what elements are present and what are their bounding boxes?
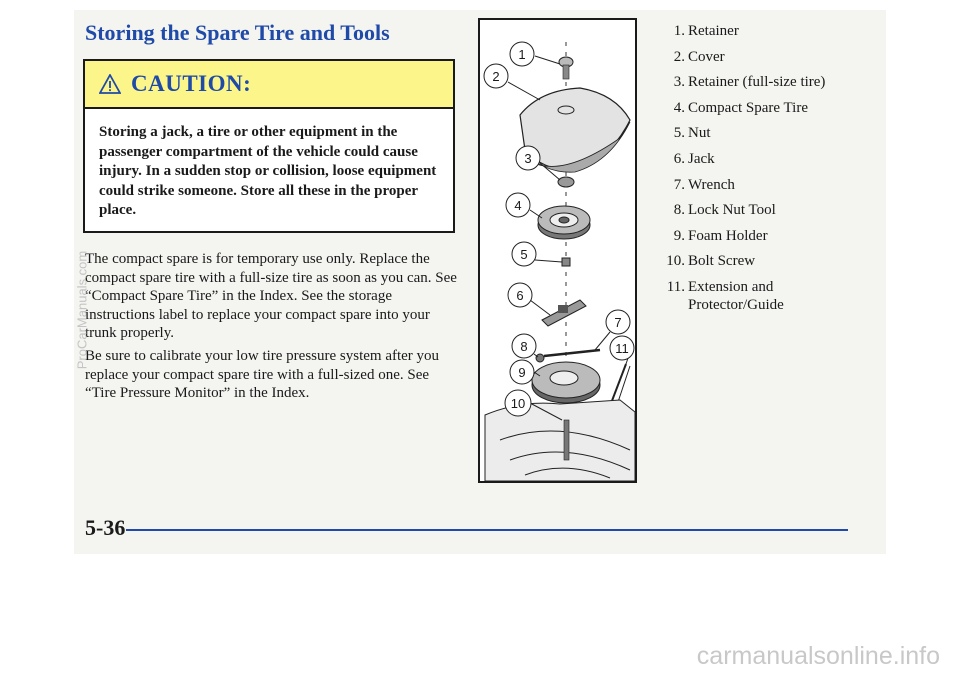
side-watermark: ProCarManuals.com <box>74 250 90 370</box>
list-item: 1. Retainer <box>673 23 739 39</box>
callout-10: 10 <box>510 396 526 411</box>
list-item: 5. Nut <box>673 125 711 142</box>
caution-box <box>83 59 455 233</box>
footer-rule <box>126 529 848 531</box>
spare-tire-figure <box>478 18 637 483</box>
callout-2: 2 <box>492 69 500 84</box>
list-item: 11. Extension and Protector/Guide <box>666 278 784 313</box>
callout-1: 1 <box>518 47 526 62</box>
callout-6: 6 <box>516 288 524 303</box>
callout-11: 11 <box>615 341 629 356</box>
list-item: 3. Retainer (full-size tire) <box>673 74 826 91</box>
watermark: carmanualsonline.info <box>696 642 940 670</box>
list-item: 4. Compact Spare Tire <box>673 99 808 116</box>
list-item: 2. Cover <box>673 48 725 65</box>
caution-heading: CAUTION: <box>131 71 252 96</box>
list-item: 10. Bolt Screw <box>666 253 756 270</box>
exploded-view-illustration <box>480 20 635 481</box>
list-item: 9. Foam Holder <box>673 227 768 244</box>
list-item: 7. Wrench <box>673 176 735 193</box>
caution-text: Storing a jack, a tire or other equipment in the passenger compartment of the vehicle could cause injury. In a sudden stop or collision, loose equipment could strike someone. Store all these in the proper place. <box>99 124 437 218</box>
callout-4: 4 <box>514 198 522 213</box>
caution-header <box>85 61 453 109</box>
callout-7: 7 <box>614 315 622 330</box>
paragraph-calibrate: Be sure to calibrate your low tire pressure system after you replace your compact spare tire with a full-sized one. See “Tire Pressure Monitor” in the Index. <box>85 348 440 401</box>
page-number: 5-36 <box>85 515 126 540</box>
warning-triangle-icon <box>99 74 121 94</box>
callout-5: 5 <box>520 247 528 262</box>
callout-3: 3 <box>524 151 532 166</box>
callout-9: 9 <box>518 365 526 380</box>
page-title: Storing the Spare Tire and Tools <box>85 20 390 45</box>
paragraph-compact-spare: The compact spare is for temporary use only. Replace the compact spare tire with a full-size tire as soon as you can. See “Compact Spare Tire” in the Index. See the storage instructions label to replace your compact spare into your trunk properly. <box>85 251 457 341</box>
list-item: 6. Jack <box>673 150 715 167</box>
parts-list <box>650 22 850 322</box>
callout-8: 8 <box>520 339 528 354</box>
list-item: 8. Lock Nut Tool <box>673 202 776 219</box>
